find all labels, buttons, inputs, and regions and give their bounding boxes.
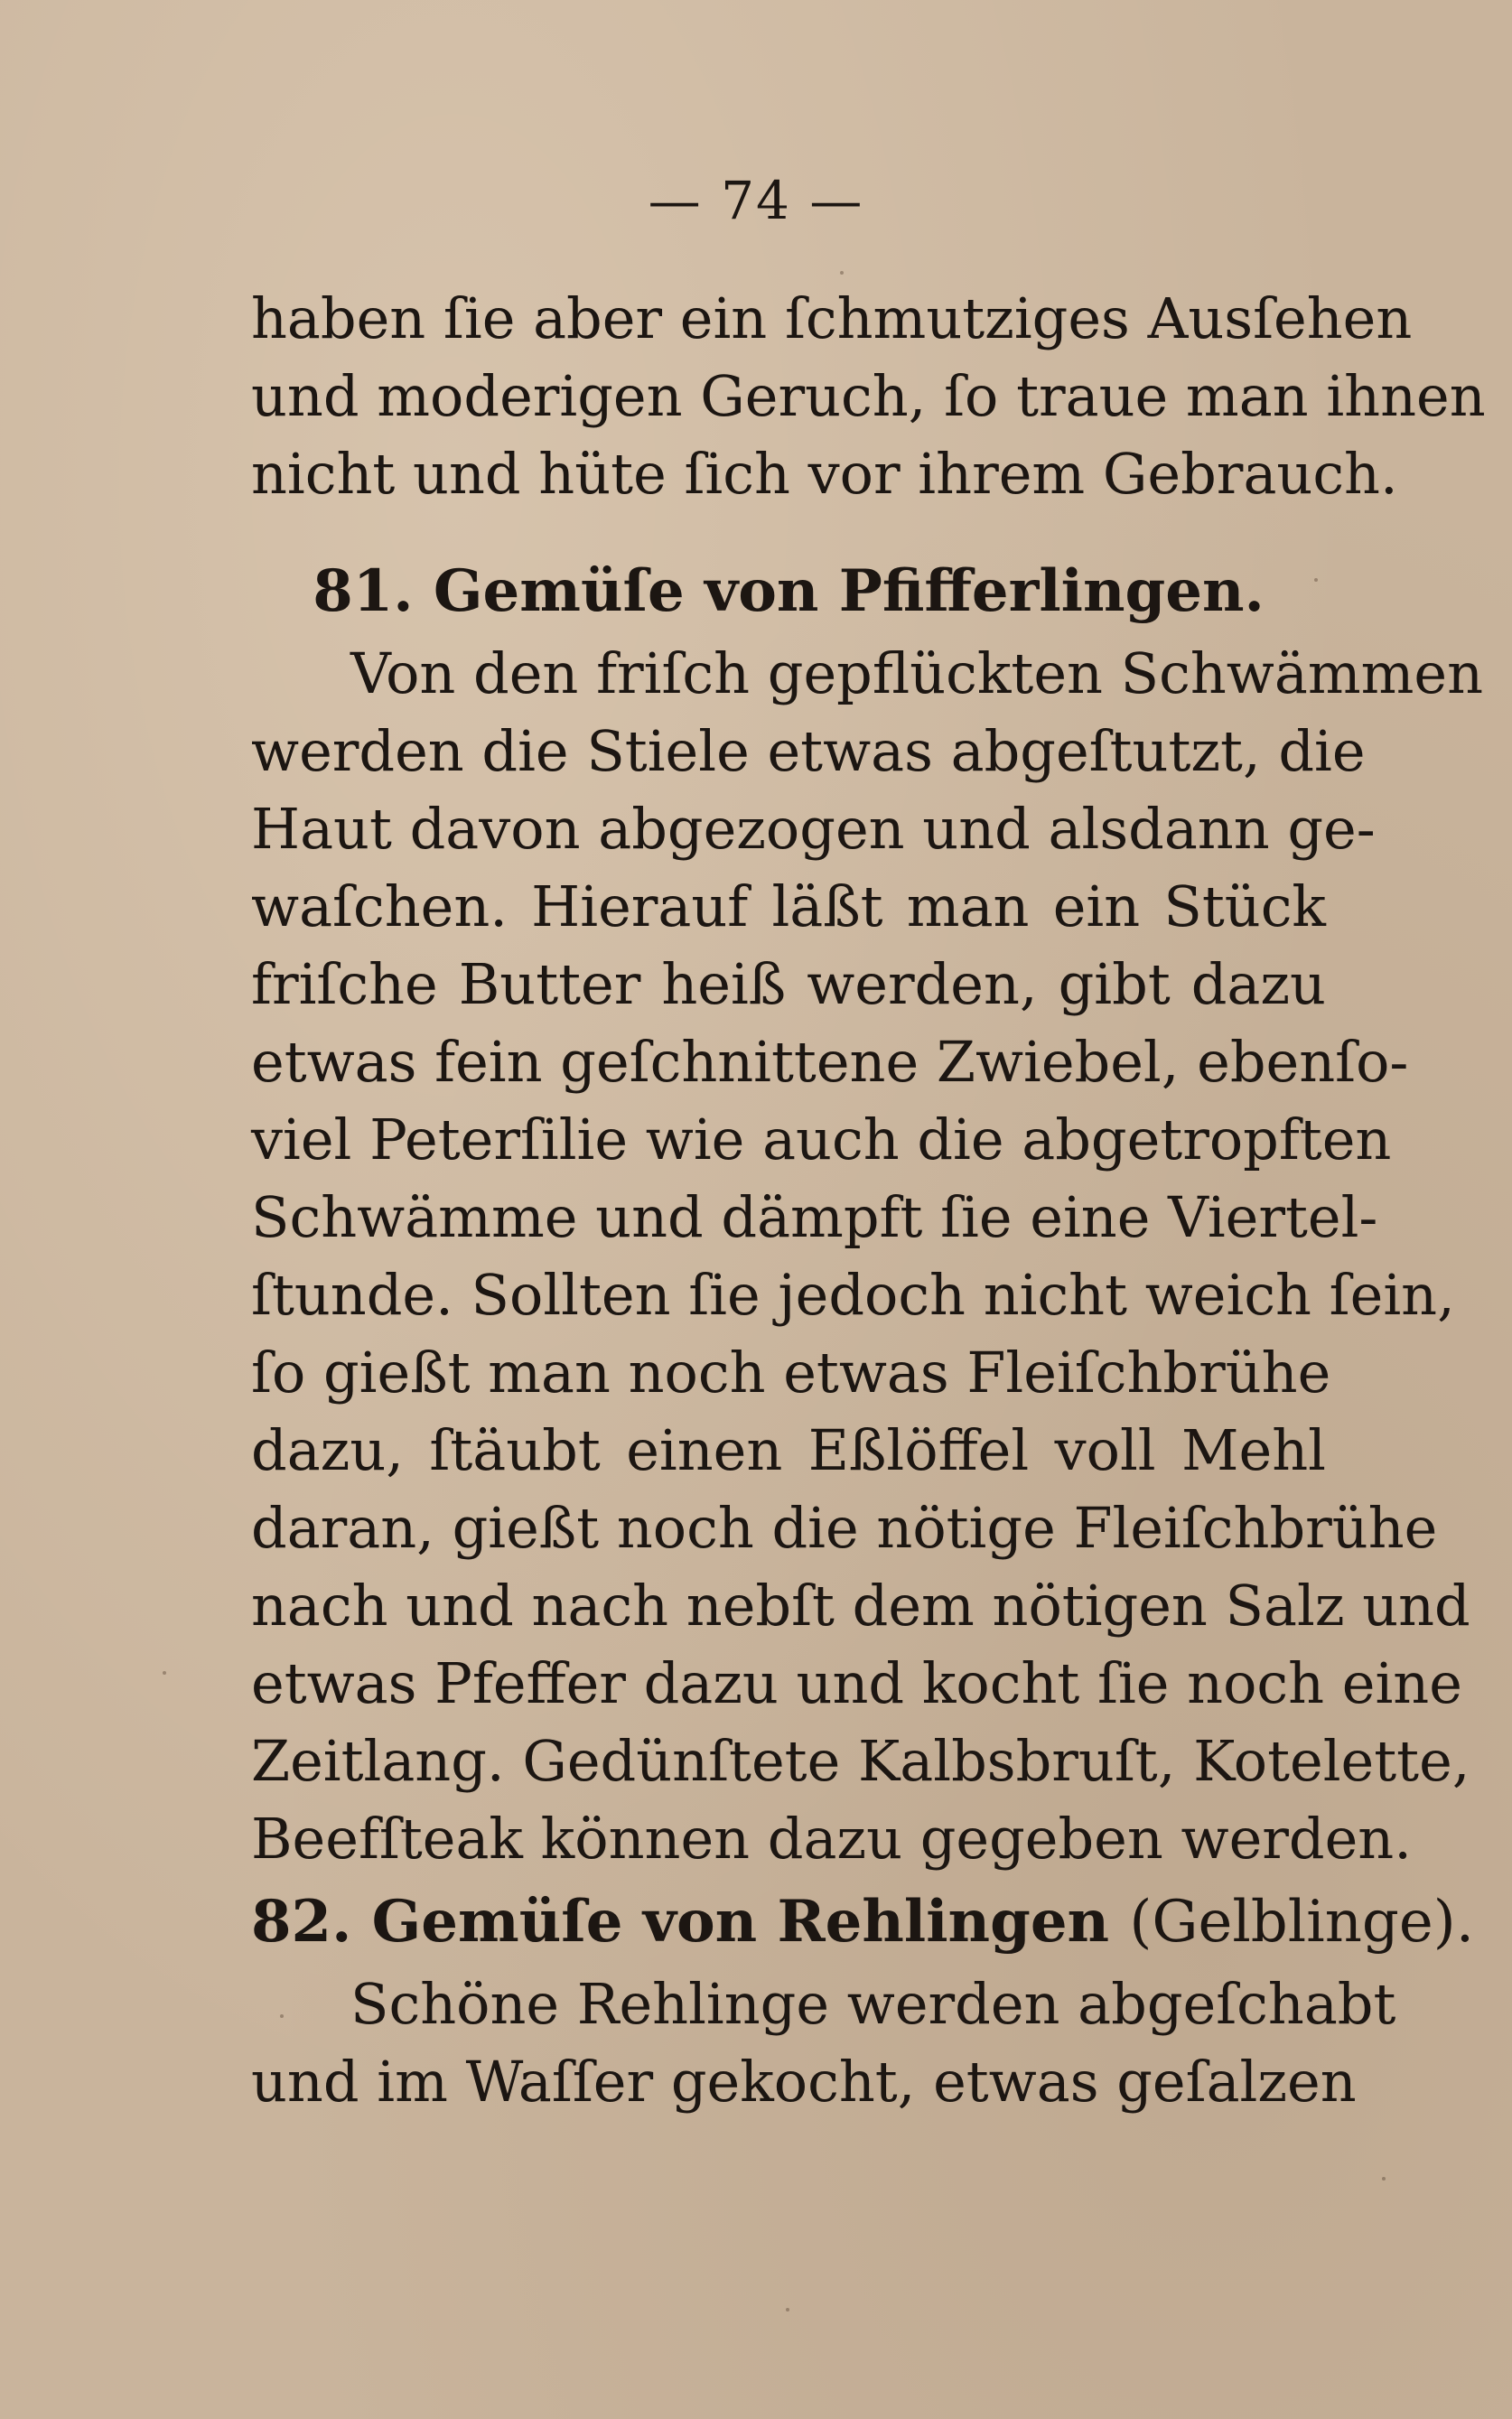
paper-speck — [840, 271, 844, 275]
section-heading — [251, 1877, 1475, 1967]
text-line: Schwämme und dämpft ſie eine Viertel- — [251, 1184, 1378, 1250]
section-subtitle: (Gelblinge). — [1129, 1889, 1475, 1956]
text-line: daran, gießt noch die nötige Fleiſchbrühe — [251, 1495, 1438, 1561]
text-line: nicht und hüte ſich vor ihrem Gebrauch. — [251, 441, 1398, 507]
text-line: Zeitlang. Gedünſtete Kalbsbruſt, Kotelette, — [251, 1728, 1470, 1794]
text-line: friſche Butter heiß werden, gibt dazu — [251, 951, 1326, 1017]
section-82-body — [251, 1966, 1396, 2121]
text-line: nach und nach nebſt dem nötigen Salz und — [251, 1573, 1470, 1639]
paper-speck — [1314, 578, 1318, 582]
text-line: Schöne Rehlinge werden abgeſchabt — [350, 1971, 1396, 2037]
text-line: etwas Pfeffer dazu und kocht ſie noch eine — [251, 1650, 1462, 1716]
page-number: — 74 — — [648, 170, 864, 231]
text-line: und im Waſſer gekocht, etwas geſalzen — [251, 2049, 1357, 2115]
text-line: ſtunde. Sollten ſie jedoch nicht weich ſein, — [251, 1262, 1455, 1328]
text-line: dazu, ſtäubt einen Eßlöffel voll Mehl — [251, 1417, 1326, 1483]
text-line: und moderigen Geruch, ſo traue man ihnen — [251, 363, 1486, 429]
text-line: werden die Stiele etwas abgeſtutzt, die — [251, 718, 1366, 784]
paper-speck — [163, 1671, 166, 1675]
paper-speck — [280, 2014, 284, 2018]
paper-speck — [786, 2308, 789, 2312]
section-82-heading — [251, 1877, 1475, 1967]
section-number: 82. — [251, 1888, 352, 1956]
text-line: viel Peterſilie wie auch die abgetropften — [251, 1107, 1392, 1172]
section-heading — [251, 546, 1326, 637]
section-81-heading — [251, 546, 1326, 637]
text-line: haben ſie aber ein ſchmutziges Ausſehen — [251, 285, 1413, 351]
text-line: Haut davon abgezogen und alsdann ge- — [251, 796, 1376, 862]
section-title: Gemüſe von Pfifferlingen. — [433, 557, 1265, 625]
section-81-body — [251, 635, 1484, 1878]
section-number: 81. — [313, 557, 414, 625]
paper-speck — [1382, 2177, 1386, 2181]
intro-paragraph — [251, 280, 1486, 513]
text-line: Beefſteak können dazu gegeben werden. — [251, 1806, 1412, 1872]
text-line: ſo gießt man noch etwas Fleiſchbrühe — [251, 1340, 1331, 1406]
text-line: Von den friſch gepflückten Schwämmen — [350, 640, 1484, 706]
section-title: Gemüſe von Rehlingen — [371, 1888, 1110, 1956]
text-line: waſchen. Hierauf läßt man ein Stück — [251, 873, 1326, 939]
text-line: etwas fein geſchnittene Zwiebel, ebenſo- — [251, 1029, 1409, 1095]
